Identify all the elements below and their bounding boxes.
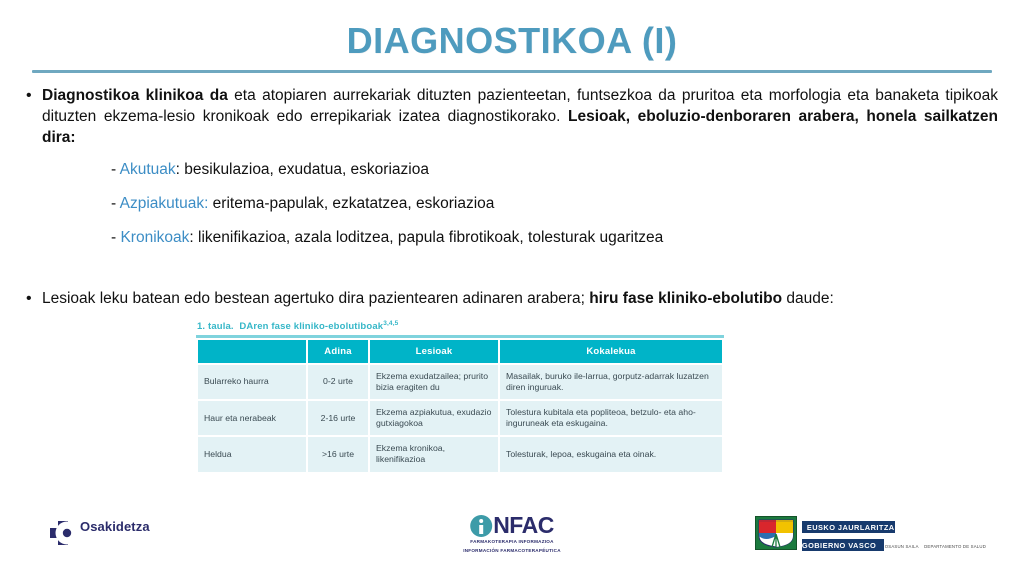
table-caption-number: 1. taula. bbox=[197, 321, 234, 333]
sublist-dash-2: - bbox=[111, 195, 120, 213]
bullet-2-bold-tail: hiru fase kliniko-ebolutibo bbox=[589, 290, 783, 308]
table-header-blank bbox=[198, 340, 306, 363]
gv-text-block bbox=[802, 516, 986, 553]
gv-line-es: GOBIERNO VASCO bbox=[801, 541, 877, 550]
cell-adina-2: 2-16 urte bbox=[308, 401, 368, 435]
sublist-term-azpiakutuak: Azpiakutuak: bbox=[119, 195, 209, 213]
body-spacer bbox=[26, 262, 998, 288]
lesion-phase-sublist bbox=[26, 160, 998, 248]
sublist-dash-1: - bbox=[111, 161, 120, 179]
table-row bbox=[198, 437, 722, 471]
infac-subtitle-es: INFORMACIÓN FARMACOTERAPÉUTICA bbox=[463, 547, 561, 553]
bullet-1-bold-tail: Lesioak, eboluzio-denboraren arabera, honela sailkatzen dira: bbox=[42, 107, 999, 146]
bullet-2-text bbox=[42, 288, 998, 309]
phases-table bbox=[196, 338, 724, 474]
cell-fase-1: Bularreko haurra bbox=[198, 365, 306, 399]
table-header-adina: Adina bbox=[308, 340, 368, 363]
bullet-item-1 bbox=[26, 85, 998, 148]
sublist-rest-kronikoak: : likenifikazioa, azala loditzea, papula fibrotikoak, tolesturak ugaritzea bbox=[189, 229, 664, 247]
bullet-2-lead: Lesioak leku batean edo bestean agertuko dira pazientearen adinaren arabera; bbox=[42, 290, 590, 308]
table-caption-references: 3,4,5 bbox=[383, 320, 399, 328]
osakidetza-cross-icon bbox=[48, 518, 78, 548]
table-figure bbox=[0, 320, 1024, 473]
logo-osakidetza bbox=[48, 518, 150, 548]
table-row bbox=[198, 401, 722, 435]
cell-kokalekua-2: Tolestura kubitala eta popliteoa, betzulo- eta aho-inguruneak eta eskugaina. bbox=[500, 401, 722, 435]
sublist-term-akutuak: Akutuak bbox=[119, 161, 176, 179]
logo-infac bbox=[463, 514, 561, 555]
gv-department-eu: OSASUN SAILA bbox=[884, 544, 919, 549]
table-caption bbox=[197, 320, 1024, 332]
table-caption-text: DAren fase kliniko-ebolutiboak bbox=[239, 321, 384, 333]
table-header-row bbox=[198, 340, 722, 363]
cell-fase-2: Haur eta nerabeak bbox=[198, 401, 306, 435]
sublist-rest-azpiakutuak: eritema-papulak, ezkatatzea, eskoriazioa bbox=[208, 195, 495, 213]
sublist-dash-3: - bbox=[111, 229, 121, 247]
bullet-1-bold-lead: Diagnostikoa klinikoa da bbox=[42, 86, 228, 104]
page-title: DIAGNOSTIKOA (I) bbox=[346, 20, 678, 61]
cell-kokalekua-3: Tolesturak, lepoa, eskugaina eta oinak. bbox=[500, 437, 722, 471]
table-header-kokalekua: Kokalekua bbox=[500, 340, 722, 363]
cell-adina-3: >16 urte bbox=[308, 437, 368, 471]
logo-gobierno-vasco bbox=[755, 516, 986, 553]
sublist-item-akutuak bbox=[111, 160, 998, 180]
sublist-item-azpiakutuak bbox=[111, 194, 998, 214]
cell-kokalekua-1: Masailak, buruko ile-larrua, gorputz-adarrak luzatzen diren inguruak. bbox=[500, 365, 722, 399]
table-row bbox=[198, 365, 722, 399]
infac-wordmark: NFAC bbox=[493, 512, 554, 538]
cell-adina-1: 0-2 urte bbox=[308, 365, 368, 399]
gv-department-es: DEPARTAMENTO DE SALUD bbox=[924, 544, 986, 549]
cell-lesioak-3: Ekzema kronikoa, likenifikazioa bbox=[370, 437, 498, 471]
sublist-item-kronikoak bbox=[111, 228, 998, 248]
bullet-1-text bbox=[42, 85, 998, 148]
osakidetza-wordmark: Osakidetza bbox=[80, 519, 150, 534]
bullet-dot-icon: • bbox=[26, 86, 32, 104]
slide-body bbox=[0, 73, 1024, 310]
bullet-dot-icon-2: • bbox=[26, 290, 32, 308]
sublist-rest-akutuak: : besikulazioa, exudatua, eskoriazioa bbox=[175, 161, 429, 179]
infac-i-circle-icon bbox=[470, 515, 492, 537]
sublist-term-kronikoak: Kronikoak bbox=[120, 229, 190, 247]
table-body bbox=[198, 365, 722, 472]
basque-coat-of-arms-icon bbox=[755, 516, 797, 550]
table-header-lesioak: Lesioak bbox=[370, 340, 498, 363]
bullet-1-mid: eta atopiaren aurrekariak dituzten pazienteetan, funtsezkoa da pruritoa eta morfologia eta banaketa tipikoak dituzten ekzema-lesio kronikoak edo errepikariak izatea diagnostikorako. bbox=[42, 86, 998, 125]
cell-lesioak-1: Ekzema exudatzailea; prurito bizia eragiten du bbox=[370, 365, 498, 399]
table-head bbox=[198, 340, 722, 363]
bullet-2-end: daude: bbox=[782, 290, 834, 308]
gv-line-eu: EUSKO JAURLARITZA bbox=[806, 523, 895, 532]
slide-footer bbox=[0, 512, 1024, 570]
infac-row bbox=[463, 514, 561, 537]
cell-fase-3: Heldua bbox=[198, 437, 306, 471]
gv-band bbox=[802, 521, 895, 551]
cell-lesioak-2: Ekzema azpiakutua, exudazio gutxiagokoa bbox=[370, 401, 498, 435]
infac-subtitle-eu: FARMAKOTERAPIA INFORMAZIOA bbox=[470, 539, 554, 544]
bullet-item-2 bbox=[26, 288, 998, 310]
